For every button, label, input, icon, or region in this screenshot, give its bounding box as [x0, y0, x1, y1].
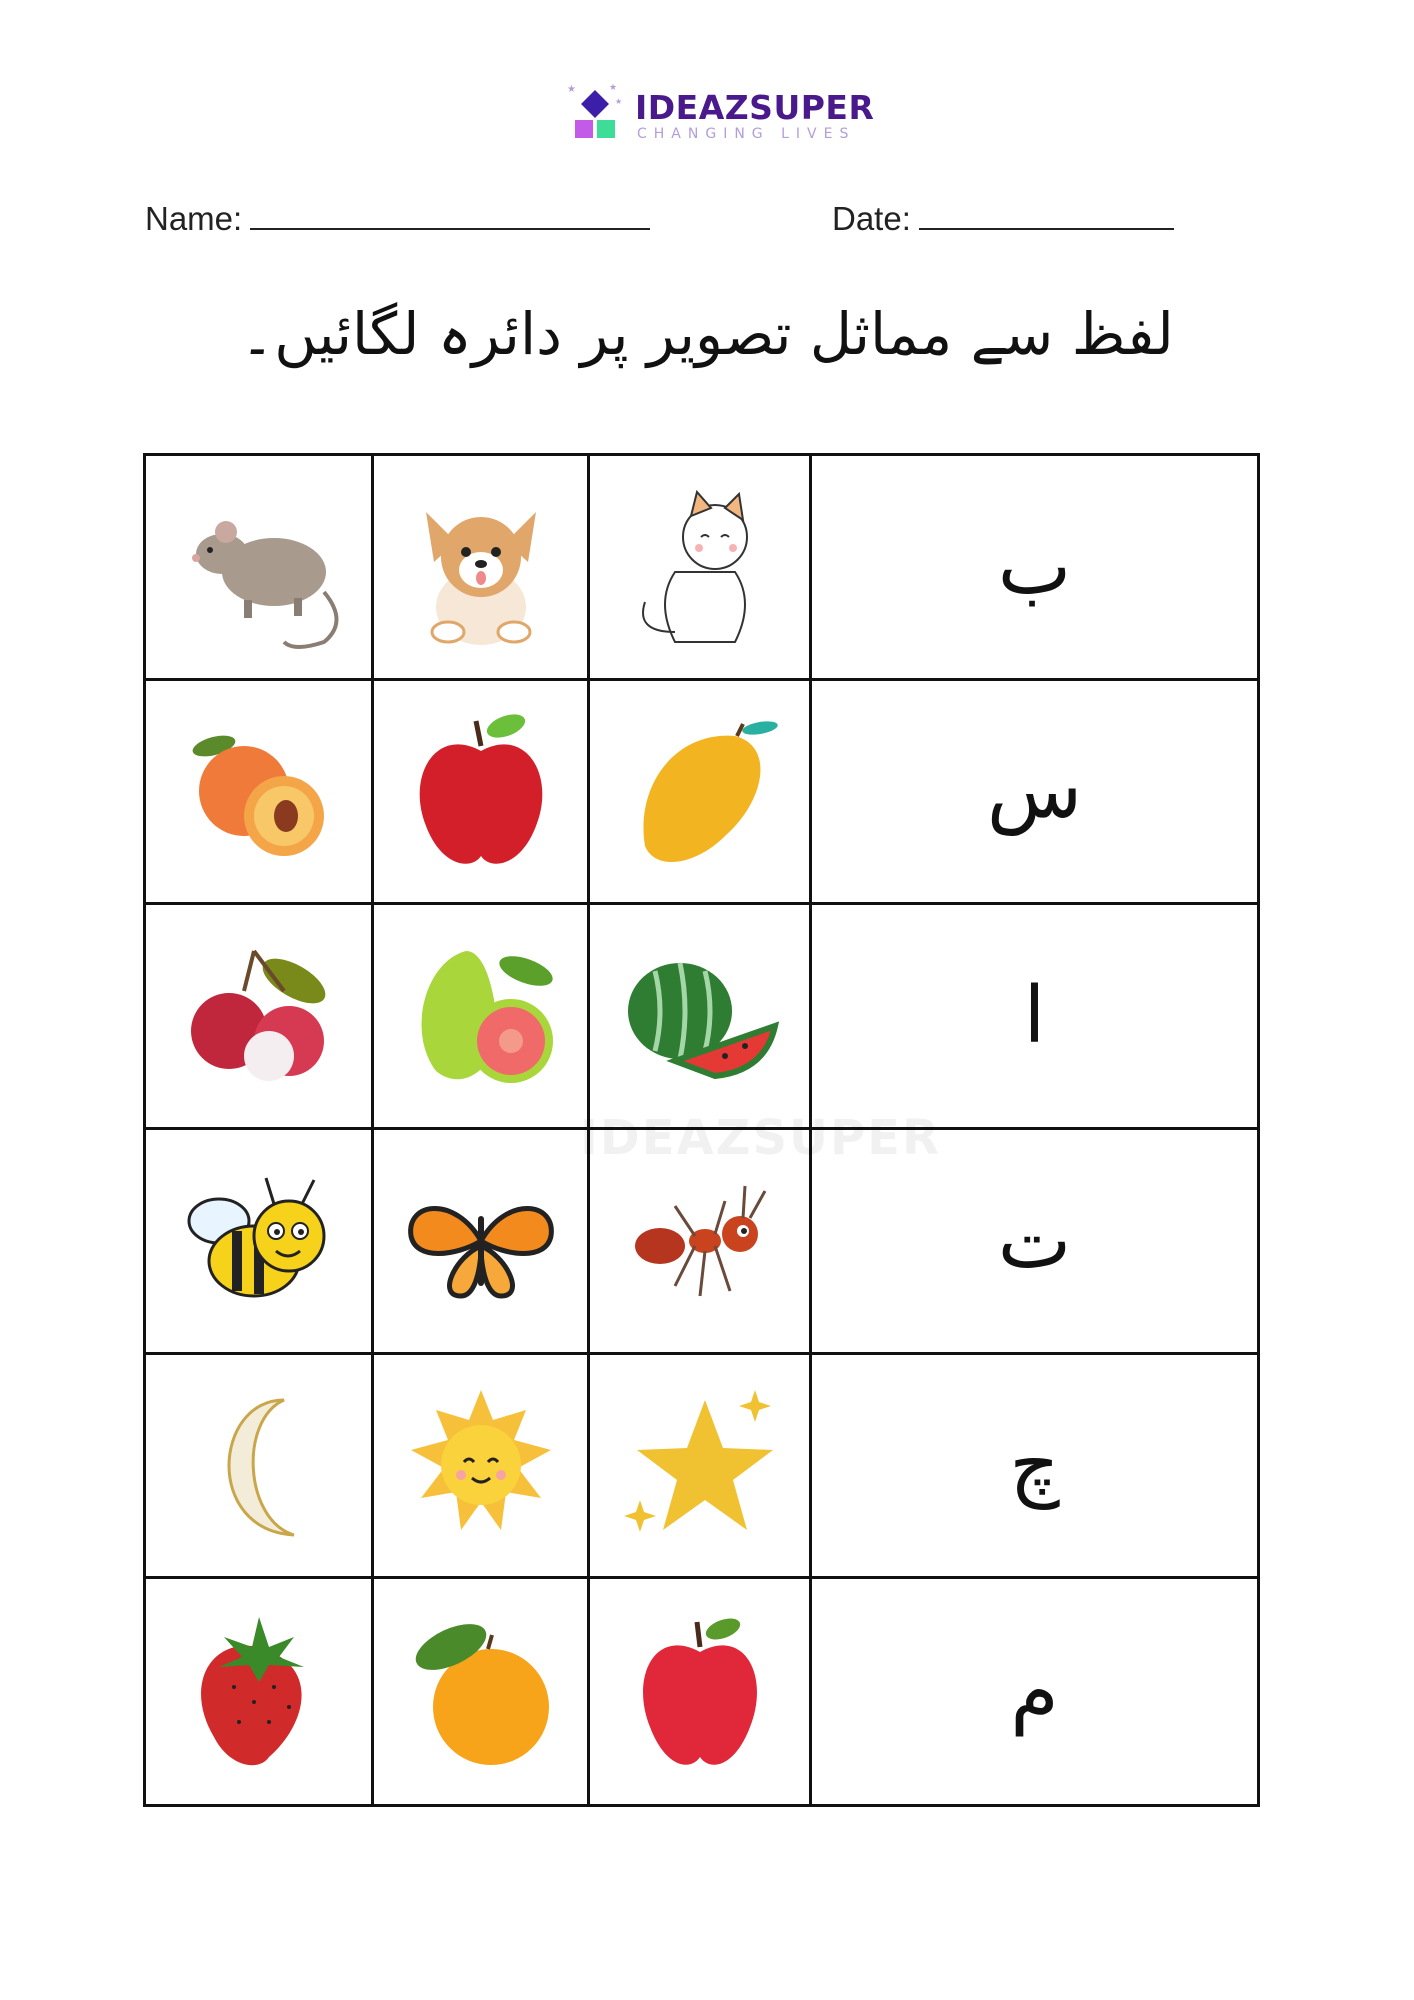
picture-cell[interactable]	[590, 1355, 812, 1580]
apple-icon[interactable]	[396, 706, 566, 876]
urdu-letter: چ	[1009, 1420, 1060, 1511]
picture-cell[interactable]	[146, 1130, 374, 1355]
picture-cell[interactable]	[590, 456, 812, 681]
ant-icon[interactable]	[615, 1156, 785, 1326]
logo-mark-icon	[565, 80, 631, 146]
letter-cell	[812, 1579, 1257, 1804]
urdu-letter: ا	[1023, 971, 1046, 1062]
picture-cell[interactable]	[146, 1579, 374, 1804]
picture-cell[interactable]	[146, 681, 374, 906]
instruction-heading: لفظ سے مماثل تصویر پر دائرہ لگائیں۔	[240, 300, 1174, 368]
picture-cell[interactable]	[374, 1355, 590, 1580]
name-blank-line[interactable]	[250, 202, 650, 230]
watermelon-icon[interactable]	[615, 931, 785, 1101]
puppy-icon[interactable]	[396, 482, 566, 652]
star-icon[interactable]	[615, 1380, 785, 1550]
name-field[interactable]	[145, 200, 650, 238]
date-blank-line[interactable]	[919, 202, 1174, 230]
picture-cell[interactable]	[146, 905, 374, 1130]
urdu-letter: ب	[997, 521, 1072, 612]
guava-icon[interactable]	[396, 931, 566, 1101]
peach-icon[interactable]	[174, 706, 344, 876]
picture-cell[interactable]	[374, 456, 590, 681]
letter-cell	[812, 905, 1257, 1130]
strawberry-icon[interactable]	[174, 1607, 344, 1777]
picture-cell[interactable]	[146, 1355, 374, 1580]
picture-cell[interactable]	[374, 681, 590, 906]
orange-icon[interactable]	[396, 1607, 566, 1777]
picture-cell[interactable]	[374, 1130, 590, 1355]
picture-cell[interactable]	[374, 1579, 590, 1804]
bee-icon[interactable]	[174, 1156, 344, 1326]
urdu-letter: س	[986, 746, 1083, 837]
svg-text:★: ★	[567, 84, 576, 95]
lychee-icon[interactable]	[174, 931, 344, 1101]
name-label: Name:	[145, 200, 243, 237]
picture-cell[interactable]	[374, 905, 590, 1130]
mango-icon[interactable]	[615, 706, 785, 876]
apple-icon[interactable]	[615, 1607, 785, 1777]
logo-tagline: CHANGING LIVES	[637, 126, 856, 142]
svg-text:★: ★	[609, 83, 618, 93]
picture-cell[interactable]	[590, 681, 812, 906]
mouse-icon[interactable]	[174, 482, 344, 652]
picture-cell[interactable]	[146, 456, 374, 681]
moon-icon[interactable]	[174, 1380, 344, 1550]
urdu-letter: ت	[997, 1195, 1072, 1286]
picture-cell[interactable]	[590, 1579, 812, 1804]
watermark: IDEAZSUPER	[580, 1110, 941, 1166]
urdu-letter: م	[1010, 1646, 1059, 1737]
letter-cell	[812, 1355, 1257, 1580]
logo-wordmark: IDEAZSUPER	[635, 88, 875, 127]
picture-cell[interactable]	[590, 905, 812, 1130]
brand-logo	[565, 80, 875, 150]
date-label: Date:	[832, 200, 911, 237]
letter-cell	[812, 681, 1257, 906]
date-field[interactable]	[832, 200, 1174, 238]
butterfly-icon[interactable]	[396, 1156, 566, 1326]
svg-text:★: ★	[615, 97, 623, 106]
cat-icon[interactable]	[615, 482, 785, 652]
letter-cell	[812, 456, 1257, 681]
sun-icon[interactable]	[396, 1380, 566, 1550]
